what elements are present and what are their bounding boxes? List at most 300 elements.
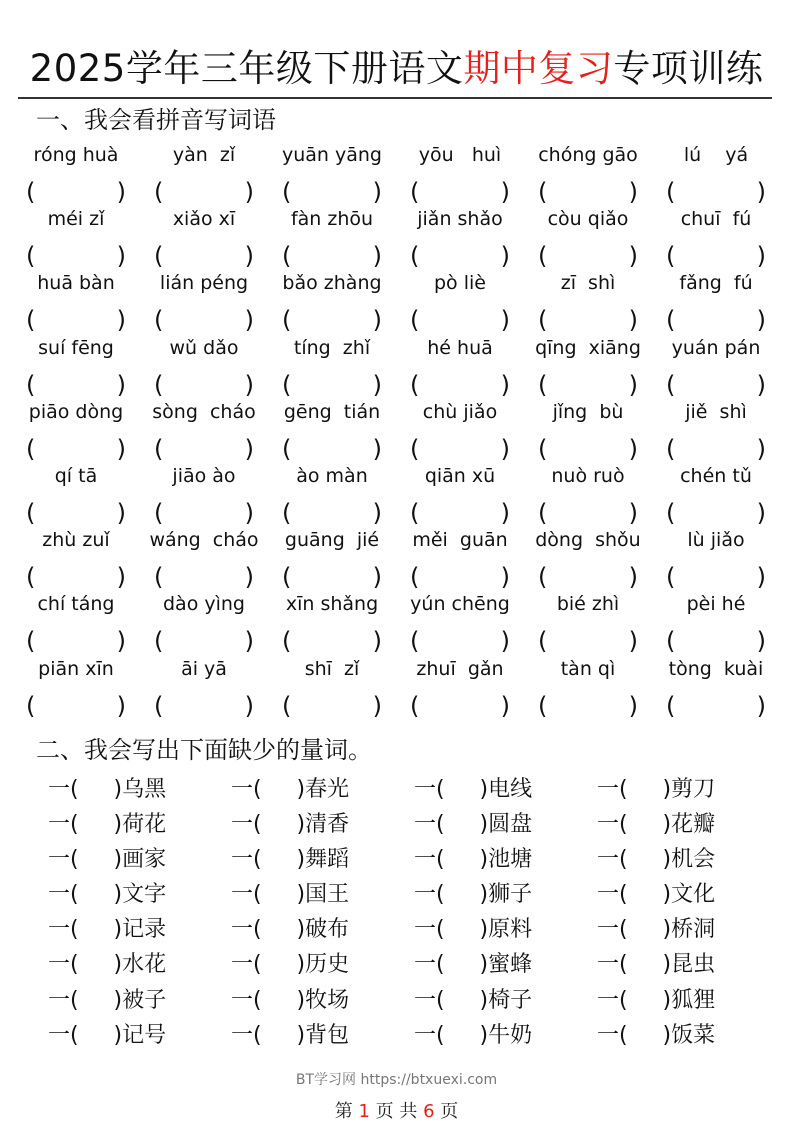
measure-word-exercise-grid [48,772,748,1053]
pinyin-word-cell [396,204,524,271]
measure-word-item[interactable]: 一( )破布 [231,917,350,943]
measure-word-item[interactable]: 一( )清香 [231,812,350,838]
measure-word-item[interactable]: 一( )文字 [48,882,167,908]
answer-close-paren: ) [628,178,638,206]
pinyin-text: pò liè [434,272,486,295]
answer-open-paren: ( [154,178,164,206]
pinyin-word-cell [12,461,140,525]
answer-close-paren: ) [628,370,638,399]
pinyin-word-cell [268,140,396,204]
answer-open-paren: ( [666,370,676,399]
answer-blank[interactable] [538,497,638,529]
answer-close-paren: ) [756,691,766,720]
footer-site: BT学习网 https://btxuexi.com [295,1072,498,1088]
answer-blank[interactable] [538,369,638,401]
pinyin-word-cell [12,204,140,271]
answer-open-paren: ( [410,370,420,399]
answer-open-paren: ( [538,691,548,720]
pinyin-word-cell [268,204,396,271]
answer-blank[interactable] [538,625,638,657]
answer-open-paren: ( [410,691,420,720]
answer-blank[interactable] [538,561,638,593]
pinyin-text: piāo dòng [28,400,124,423]
pinyin-word-cell [652,589,780,656]
answer-blank[interactable] [282,497,382,529]
measure-word-item[interactable]: 一( )历史 [231,952,350,978]
pinyin-word-cell [268,268,396,335]
measure-word-item[interactable]: 一( )饭菜 [597,1022,716,1048]
pinyin-text: lú yá [683,144,749,166]
answer-close-paren: ) [628,563,638,592]
pinyin-word-cell [12,525,140,592]
page-number-suffix: 页 [434,1101,459,1122]
pinyin-text: còu qiǎo [547,208,629,231]
answer-open-paren: ( [282,627,292,656]
answer-open-paren: ( [538,306,548,335]
answer-close-paren: ) [116,370,126,399]
answer-close-paren: ) [116,498,126,527]
pinyin-text: jiě shì [685,400,747,423]
answer-blank[interactable] [666,625,766,657]
answer-close-paren: ) [116,563,126,592]
measure-word-item[interactable]: 一( )桥洞 [597,917,716,943]
pinyin-word-cell [140,589,268,656]
answer-close-paren: ) [500,178,510,206]
answer-open-paren: ( [282,563,292,592]
answer-close-paren: ) [628,306,638,335]
answer-blank[interactable] [282,304,382,336]
answer-close-paren: ) [244,178,254,206]
answer-close-paren: ) [756,178,766,206]
answer-open-paren: ( [666,434,676,463]
answer-open-paren: ( [666,627,676,656]
pinyin-word-cell [396,333,524,397]
pinyin-word-cell [140,140,268,204]
pinyin-text: dào yìng [163,593,245,616]
answer-blank[interactable] [666,497,766,529]
answer-close-paren: ) [500,627,510,656]
measure-word-item[interactable]: 一( )原料 [414,917,533,943]
answer-close-paren: ) [756,242,766,271]
measure-word-item[interactable]: 一( )背包 [231,1022,350,1048]
answer-close-paren: ) [372,563,382,592]
measure-word-item[interactable]: 一( )国王 [231,882,350,908]
answer-blank[interactable] [154,690,254,722]
pinyin-text: yuān yāng [281,144,382,166]
pinyin-word-cell [524,589,652,656]
pinyin-word-cell [12,333,140,397]
answer-blank[interactable] [282,690,382,722]
pinyin-text: chù jiǎo [422,400,498,423]
answer-open-paren: ( [410,242,420,271]
answer-open-paren: ( [26,306,36,335]
answer-close-paren: ) [244,627,254,656]
answer-open-paren: ( [666,178,676,206]
answer-open-paren: ( [410,306,420,335]
answer-blank[interactable] [154,240,254,272]
answer-blank[interactable] [666,304,766,336]
measure-word-item[interactable]: 一( )剪刀 [597,777,716,802]
pinyin-text: hé huā [427,336,493,359]
section-heading-measure-words: 二、我会写出下面缺少的量词。 [36,736,372,764]
pinyin-text: shī zǐ [304,657,360,680]
answer-open-paren: ( [538,178,548,206]
title-divider [18,97,772,99]
pinyin-word-cell [140,461,268,525]
answer-open-paren: ( [26,498,36,527]
answer-close-paren: ) [244,563,254,592]
answer-blank[interactable] [154,625,254,657]
answer-close-paren: ) [244,242,254,271]
answer-open-paren: ( [154,563,164,592]
answer-close-paren: ) [244,306,254,335]
answer-blank[interactable] [154,304,254,336]
answer-close-paren: ) [372,370,382,399]
answer-blank[interactable] [410,561,510,593]
measure-word-item[interactable]: 一( )记录 [48,917,167,943]
answer-close-paren: ) [500,306,510,335]
answer-blank[interactable] [666,369,766,401]
answer-open-paren: ( [26,242,36,271]
answer-blank[interactable] [154,561,254,593]
pinyin-text: xīn shǎng [285,593,379,616]
answer-blank[interactable] [410,433,510,465]
pinyin-word-cell [652,397,780,461]
answer-open-paren: ( [282,242,292,271]
answer-open-paren: ( [26,563,36,592]
answer-blank[interactable] [26,240,126,272]
answer-open-paren: ( [410,434,420,463]
title-part-1: 2025学年三年级下册语文 [29,47,464,90]
answer-blank[interactable] [26,369,126,401]
answer-open-paren: ( [666,306,676,335]
answer-close-paren: ) [116,242,126,271]
answer-blank[interactable] [26,304,126,336]
answer-blank[interactable] [26,433,126,465]
answer-close-paren: ) [116,691,126,720]
measure-word-item[interactable]: 一( )牧场 [231,987,350,1013]
answer-open-paren: ( [154,370,164,399]
pinyin-word-cell [652,333,780,397]
pinyin-text: sòng cháo [152,400,256,423]
answer-open-paren: ( [410,627,420,656]
measure-word-item[interactable]: 一( )舞蹈 [231,847,350,873]
answer-close-paren: ) [372,434,382,463]
pinyin-text: xiǎo xī [172,208,236,231]
measure-word-item[interactable]: 一( )花瓣 [597,812,716,838]
answer-blank[interactable] [282,369,382,401]
measure-word-item[interactable]: 一( )狐狸 [597,987,716,1013]
pinyin-text: suí fēng [38,336,114,359]
answer-open-paren: ( [26,434,36,463]
answer-blank[interactable] [282,433,382,465]
answer-open-paren: ( [538,563,548,592]
pinyin-word-cell [396,654,524,718]
pinyin-word-cell [268,525,396,592]
measure-word-item[interactable]: 一( )蜜蜂 [414,952,533,978]
answer-blank[interactable] [282,240,382,272]
answer-blank[interactable] [410,176,510,208]
answer-open-paren: ( [282,434,292,463]
pinyin-text: wáng cháo [149,529,259,552]
answer-blank[interactable] [26,561,126,593]
pinyin-word-cell [524,333,652,397]
answer-open-paren: ( [26,691,36,720]
measure-word-item[interactable]: 一( )椅子 [414,987,533,1013]
pinyin-text: tíng zhǐ [293,336,371,359]
pinyin-text: yuán pán [671,336,761,359]
answer-close-paren: ) [500,370,510,399]
pinyin-text: piān xīn [38,657,114,680]
answer-blank[interactable] [282,625,382,657]
measure-word-item[interactable]: 一( )春光 [231,777,350,802]
pinyin-word-cell [140,333,268,397]
answer-open-paren: ( [538,370,548,399]
answer-blank[interactable] [26,690,126,722]
answer-close-paren: ) [500,563,510,592]
measure-word-item[interactable]: 一( )荷花 [48,812,167,838]
answer-close-paren: ) [116,627,126,656]
answer-blank[interactable] [666,433,766,465]
pinyin-word-cell [268,589,396,656]
answer-blank[interactable] [538,240,638,272]
page-total: 6 [423,1101,435,1122]
pinyin-word-cell [140,397,268,461]
answer-close-paren: ) [628,498,638,527]
answer-open-paren: ( [410,178,420,206]
answer-close-paren: ) [244,434,254,463]
measure-word-item[interactable]: 一( )电线 [414,777,533,802]
answer-close-paren: ) [500,242,510,271]
page-number [0,1100,793,1124]
measure-word-item[interactable]: 一( )昆虫 [597,952,716,978]
answer-close-paren: ) [372,498,382,527]
pinyin-exercise-grid [12,140,780,720]
pinyin-text: guāng jié [284,529,380,552]
measure-word-item[interactable]: 一( )狮子 [414,882,533,908]
answer-blank[interactable] [410,304,510,336]
measure-word-item[interactable]: 一( )圆盘 [414,812,533,838]
pinyin-text: huā bàn [37,272,115,295]
answer-blank[interactable] [154,497,254,529]
answer-close-paren: ) [500,434,510,463]
pinyin-word-cell [524,397,652,461]
pinyin-text: wǔ dǎo [169,336,239,359]
answer-open-paren: ( [666,242,676,271]
answer-open-paren: ( [26,370,36,399]
page-number-middle: 页 共 [369,1101,424,1122]
pinyin-text: qīng xiāng [535,336,641,359]
pinyin-text: zhù zuǐ [42,529,110,552]
answer-open-paren: ( [282,498,292,527]
measure-word-item[interactable]: 一( )水花 [48,952,167,978]
pinyin-text: yàn zǐ [172,144,236,166]
pinyin-text: āi yā [181,657,227,680]
answer-blank[interactable] [154,369,254,401]
answer-open-paren: ( [410,498,420,527]
answer-blank[interactable] [154,176,254,208]
answer-close-paren: ) [116,434,126,463]
answer-blank[interactable] [410,497,510,529]
answer-open-paren: ( [666,498,676,527]
answer-open-paren: ( [26,178,36,206]
answer-blank[interactable] [538,433,638,465]
measure-word-item[interactable]: 一( )牛奶 [414,1022,533,1048]
pinyin-word-cell [396,589,524,656]
answer-open-paren: ( [666,691,676,720]
answer-blank[interactable] [26,497,126,529]
pinyin-word-cell [524,204,652,271]
pinyin-text: měi guān [412,529,508,552]
answer-open-paren: ( [282,306,292,335]
answer-blank[interactable] [410,690,510,722]
pinyin-text: bǎo zhàng [282,272,382,295]
answer-close-paren: ) [372,691,382,720]
answer-close-paren: ) [372,306,382,335]
answer-blank[interactable] [538,690,638,722]
answer-close-paren: ) [756,370,766,399]
answer-open-paren: ( [26,627,36,656]
measure-word-item[interactable]: 一( )机会 [597,847,716,873]
pinyin-text: yōu huì [418,144,502,166]
pinyin-text: jiǎn shǎo [417,208,503,231]
pinyin-word-cell [12,268,140,335]
pinyin-text: qí tā [54,464,98,487]
answer-open-paren: ( [154,498,164,527]
answer-close-paren: ) [628,434,638,463]
pinyin-word-cell [12,589,140,656]
answer-close-paren: ) [756,498,766,527]
pinyin-text: lù jiǎo [687,529,745,552]
pinyin-text: tàn qì [560,657,616,680]
pinyin-word-cell [140,204,268,271]
answer-open-paren: ( [154,627,164,656]
pinyin-word-cell [652,140,780,204]
measure-word-item[interactable]: 一( )记号 [48,1022,167,1048]
answer-blank[interactable] [666,690,766,722]
answer-blank[interactable] [26,625,126,657]
answer-close-paren: ) [244,370,254,399]
answer-blank[interactable] [154,433,254,465]
answer-open-paren: ( [282,370,292,399]
answer-blank[interactable] [666,176,766,208]
answer-close-paren: ) [756,563,766,592]
answer-close-paren: ) [628,242,638,271]
measure-word-item[interactable]: 一( )池塘 [414,847,533,873]
pinyin-text: fǎng fú [679,272,753,295]
measure-word-item[interactable]: 一( )被子 [48,987,167,1013]
pinyin-word-cell [268,461,396,525]
pinyin-word-cell [524,140,652,204]
answer-blank[interactable] [538,304,638,336]
answer-close-paren: ) [756,627,766,656]
pinyin-text: pèi hé [686,593,746,616]
answer-close-paren: ) [116,306,126,335]
answer-blank[interactable] [282,176,382,208]
pinyin-word-cell [652,268,780,335]
pinyin-word-cell [652,525,780,592]
pinyin-text: ào màn [296,464,368,487]
pinyin-text: dòng shǒu [535,529,641,552]
pinyin-word-cell [268,333,396,397]
measure-word-item[interactable]: 一( )文化 [597,882,716,908]
title-part-2: 专项训练 [613,47,764,90]
pinyin-text: jiāo ào [172,464,236,487]
pinyin-text: nuò ruò [551,464,625,487]
answer-blank[interactable] [410,625,510,657]
pinyin-word-cell [524,525,652,592]
answer-blank[interactable] [666,240,766,272]
pinyin-text: chóng gāo [538,144,638,166]
answer-blank[interactable] [666,561,766,593]
pinyin-word-cell [12,140,140,204]
pinyin-text: chén tǔ [680,464,752,487]
answer-close-paren: ) [372,627,382,656]
answer-blank[interactable] [410,240,510,272]
page-title [0,44,793,94]
answer-blank[interactable] [282,561,382,593]
pinyin-text: yún chēng [410,593,510,616]
pinyin-word-cell [12,397,140,461]
section-heading-pinyin: 一、我会看拼音写词语 [36,106,276,134]
answer-open-paren: ( [154,242,164,271]
answer-blank[interactable] [410,369,510,401]
pinyin-word-cell [524,268,652,335]
answer-open-paren: ( [410,563,420,592]
answer-open-paren: ( [538,434,548,463]
title-highlight: 期中复习 [463,47,614,90]
answer-close-paren: ) [756,434,766,463]
answer-blank[interactable] [26,176,126,208]
pinyin-word-cell [396,525,524,592]
answer-close-paren: ) [116,178,126,206]
answer-close-paren: ) [500,498,510,527]
pinyin-word-cell [396,268,524,335]
pinyin-word-cell [12,654,140,718]
pinyin-word-cell [268,654,396,718]
pinyin-text: gēng tián [283,400,381,423]
answer-close-paren: ) [628,627,638,656]
page-number-prefix: 第 [334,1101,359,1122]
pinyin-text: bié zhì [556,593,620,616]
answer-close-paren: ) [756,306,766,335]
answer-open-paren: ( [282,178,292,206]
pinyin-text: zī shì [560,272,616,295]
pinyin-text: tòng kuài [668,657,764,680]
answer-close-paren: ) [372,242,382,271]
answer-blank[interactable] [538,176,638,208]
answer-open-paren: ( [666,563,676,592]
pinyin-word-cell [652,461,780,525]
pinyin-text: méi zǐ [47,208,105,231]
pinyin-word-cell [652,204,780,271]
pinyin-text: qiān xū [424,464,496,487]
pinyin-text: róng huà [33,144,119,166]
pinyin-word-cell [396,461,524,525]
answer-close-paren: ) [244,691,254,720]
answer-close-paren: ) [500,691,510,720]
answer-close-paren: ) [244,498,254,527]
pinyin-word-cell [652,654,780,718]
measure-word-item[interactable]: 一( )画家 [48,847,167,873]
answer-open-paren: ( [154,434,164,463]
pinyin-text: chí táng [37,593,115,616]
measure-word-item[interactable]: 一( )乌黑 [48,777,167,802]
answer-open-paren: ( [538,627,548,656]
pinyin-text: fàn zhōu [290,208,374,231]
answer-open-paren: ( [154,691,164,720]
answer-open-paren: ( [538,498,548,527]
